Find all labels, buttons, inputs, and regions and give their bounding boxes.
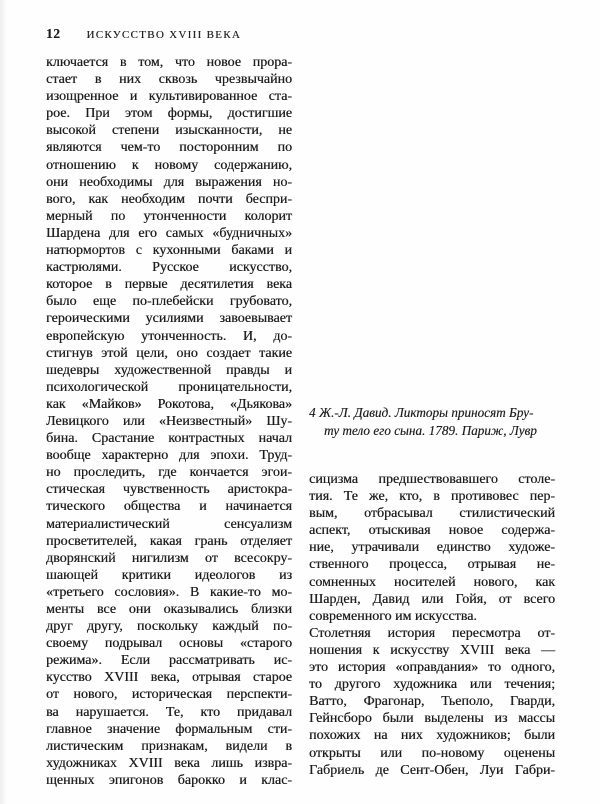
- page-number: 12: [46, 26, 61, 41]
- text-line: Левицкого или «Неизвестный» Шу-: [46, 413, 292, 429]
- text-line: кастрюлями. Русское искусство,: [46, 260, 292, 276]
- text-line: они необходимы для выражения но-: [46, 174, 292, 190]
- text-line: героическими усилиями завоевывает: [46, 311, 292, 327]
- right-text-column: [309, 471, 555, 779]
- text-line: сомненных носителей нового, как: [309, 574, 555, 590]
- text-line: это история «оправдания» то одного,: [309, 660, 555, 676]
- left-text-column: [46, 54, 292, 789]
- text-line: главное значение формальным сти-: [46, 721, 292, 737]
- text-line: шающей критики идеологов из: [46, 567, 292, 583]
- running-title: ИСКУССТВО XVIII ВЕКА: [86, 29, 242, 41]
- text-line: но проследить, где кончается эгои-: [46, 465, 292, 481]
- text-line: тического общества и начинается: [46, 499, 292, 515]
- text-line: изощренное и культивированное ста-: [46, 89, 292, 105]
- text-line: просветителей, какая грань отделяет: [46, 533, 292, 549]
- text-line: похожих на них художников; были: [309, 728, 555, 744]
- text-line: европейскую утонченность. И, до-: [46, 328, 292, 344]
- text-line: кусство XVIII века, отрывая старое: [46, 670, 292, 686]
- text-line: ственного процесса, отрывая не-: [309, 557, 555, 573]
- text-line: своему подрывал основы «старого: [46, 636, 292, 652]
- text-line: открыты или по-новому оценены: [309, 745, 555, 761]
- text-line: которое в первые десятилетия века: [46, 277, 292, 293]
- text-line: материалистический сенсуализм: [46, 516, 292, 532]
- text-line: Шардена для его самых «будничных»: [46, 225, 292, 241]
- text-line: Ватто, Фрагонар, Тьеполо, Гварди,: [309, 694, 555, 710]
- text-line: бина. Срастание контрастных начал: [46, 431, 292, 447]
- text-line: психологической проницательности,: [46, 379, 292, 395]
- text-line: стическая чувственность аристокра-: [46, 482, 292, 498]
- text-line: ва нарушается. Те, кто придавал: [46, 704, 292, 720]
- text-line: стает в них сквозь чрезвычайно: [46, 72, 292, 88]
- text-line: Гейнсборо были выделены из массы: [309, 711, 555, 727]
- text-line: ние, утрачивали единство художе-: [309, 540, 555, 556]
- text-line: отношению к новому содержанию,: [46, 157, 292, 173]
- text-line: менты все они оказывались близки: [46, 602, 292, 617]
- text-line: сицизма предшествовавшего столе-: [309, 472, 555, 487]
- text-line: ту тело его сына. 1789. Париж, Лувр: [324, 422, 537, 438]
- text-line: щенных эпигонов барокко и клас-: [46, 772, 292, 788]
- text-line: мерный по утонченности колорит: [46, 208, 292, 224]
- text-line: 4 Ж.-Л. Давид. Ликторы приносят Бру-: [309, 405, 534, 420]
- text-line: как «Майков» Рокотова, «Дьякова»: [46, 396, 292, 412]
- text-line: тия. Те же, кто, в противовес пер-: [309, 489, 555, 505]
- text-line: современного им искусства.: [309, 608, 477, 624]
- text-line: вообще характерно для эпохи. Труд-: [46, 448, 292, 464]
- text-line: ключается в том, что новое прора-: [46, 55, 292, 70]
- text-line: листическим признакам, видели в: [46, 738, 292, 754]
- text-line: было еще по-плебейски грубовато,: [46, 294, 292, 310]
- text-line: стигнув этой цели, оно создает такие: [46, 345, 292, 361]
- text-line: Шарден, Давид или Гойя, от всего: [309, 591, 555, 607]
- text-line: аспект, отыскивая новое содержа-: [309, 523, 555, 539]
- text-line: Габриель де Сент-Обен, Луи Габри-: [309, 762, 555, 778]
- figure-caption: [309, 404, 559, 439]
- text-line: Столетняя история пересмотра от-: [309, 625, 555, 641]
- text-line: шедевры художественной правды и: [46, 362, 292, 378]
- text-line: ношения к искусству XVIII века —: [309, 642, 555, 658]
- page-header: [46, 26, 241, 42]
- text-line: высокой степени изысканности, не: [46, 123, 292, 139]
- text-line: друг другу, поскольку каждый по-: [46, 619, 292, 635]
- text-line: дворянский нигилизм от всесокру-: [46, 550, 292, 566]
- text-line: «третьего сословия». В какие-то мо-: [46, 584, 292, 600]
- text-line: вого, как необходим почти беспри-: [46, 191, 292, 207]
- text-line: натюрмортов с кухонными баками и: [46, 243, 292, 259]
- text-line: от нового, историческая перспекти-: [46, 687, 292, 703]
- text-line: являются чем-то посторонним по: [46, 140, 292, 156]
- text-line: художниках XVIII века лишь извра-: [46, 755, 292, 771]
- text-line: вым, отбрасывал стилистический: [309, 506, 555, 522]
- text-line: рое. При этом формы, достигшие: [46, 106, 292, 122]
- text-line: режима». Если рассматривать ис-: [46, 653, 292, 669]
- text-line: то другого художника или течения;: [309, 677, 555, 693]
